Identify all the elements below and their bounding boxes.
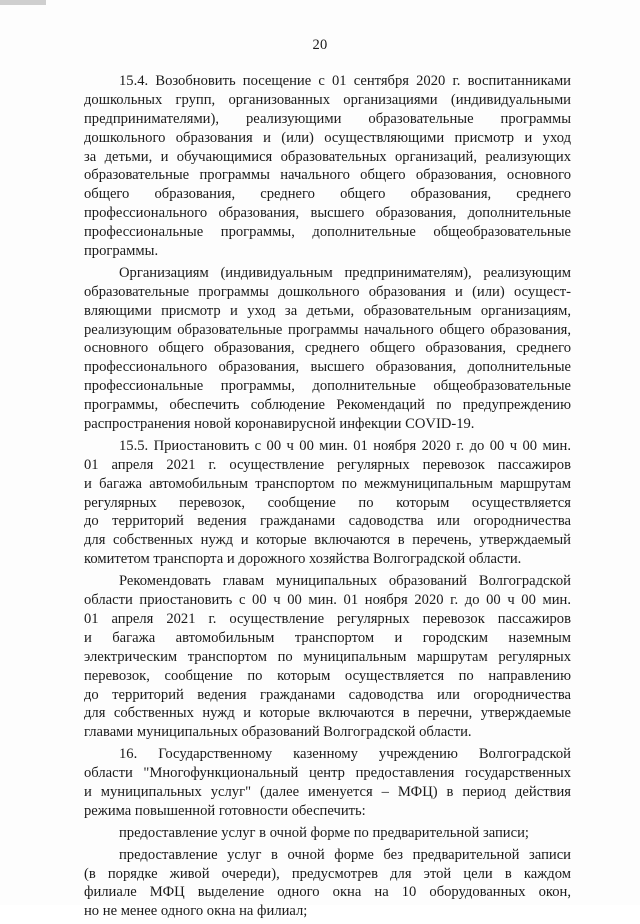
text-line: но не менее одного окна на филиал; xyxy=(84,903,308,920)
text-line: предоставление услуг в очной форме по предварительной записи; xyxy=(119,824,529,841)
text-line: основного общего образования, среднего общего образования, среднего xyxy=(84,340,571,357)
text-line: образовательные программы начального общего образования, основного xyxy=(84,167,571,184)
text-line: филиале МФЦ выделение одного окна на 10 оборудованных окон, xyxy=(84,884,571,901)
text-line: общего образования, среднего общего образования, среднего xyxy=(84,186,571,203)
paragraph xyxy=(84,437,571,569)
text-line: образовательные программы дошкольного образования и (или) осущест- xyxy=(84,283,571,300)
text-line: профессиональные программы, дополнительные общеобразовательные xyxy=(84,224,571,241)
text-line: для собственных нужд и которые включаются в перечень, утверждаемый xyxy=(84,532,571,549)
text-line: режима повышенной готовности обеспечить: xyxy=(84,802,366,819)
paragraph xyxy=(84,72,571,261)
text-line: предпринимателями), реализующими образовательные программы xyxy=(84,110,571,127)
text-line: электрическим транспортом по муниципальным маршрутам регулярных xyxy=(84,648,571,665)
text-line: до территорий ведения гражданами садоводства или огородничества xyxy=(84,513,571,530)
paragraph xyxy=(84,745,571,821)
text-line: и багажа автомобильным транспортом по межмуниципальным маршрутам xyxy=(84,475,571,492)
text-line: 15.5. Приостановить с 00 ч 00 мин. 01 ноября 2020 г. до 00 ч 00 мин. xyxy=(119,437,571,454)
text-line: распространения новой коронавирусной инфекции COVID-19. xyxy=(84,416,475,433)
text-line: и багажа автомобильным транспортом и городским наземным xyxy=(84,629,571,646)
paragraph xyxy=(84,572,571,742)
text-line: реализующим образовательные программы начального общего образования, xyxy=(84,321,571,338)
text-line: вляющими присмотр и уход за детьми, образовательным организациям, xyxy=(84,302,571,319)
text-line: области "Многофункциональный центр предоставления государственных xyxy=(84,765,571,782)
paragraph xyxy=(84,264,571,434)
scan-corner-mark xyxy=(0,0,46,5)
text-line: программы. xyxy=(84,243,159,260)
text-line: (в порядке живой очереди), предусмотрев для этой цели в каждом xyxy=(84,865,571,882)
text-line: области приостановить с 00 ч 00 мин. 01 ноября 2020 г. до 00 ч 00 мин. xyxy=(84,592,571,609)
text-line: и муниципальных услуг" (далее именуется – МФЦ) в период действия xyxy=(84,783,571,800)
text-line: программы, обеспечить соблюдение Рекомендаций по предупреждению xyxy=(84,397,571,414)
text-line: для собственных нужд и которые включаются в перечни, утверждаемые xyxy=(84,705,571,722)
text-line: комитетом транспорта и дорожного хозяйства Волгоградской области. xyxy=(84,551,522,568)
text-line: Организациям (индивидуальным предпринимателям), реализующим xyxy=(119,264,571,281)
page-number: 20 xyxy=(312,37,328,53)
text-line: главами муниципальных образований Волгоградской области. xyxy=(84,724,472,741)
text-line: регулярных перевозок, сообщение по которым осуществляется xyxy=(84,494,571,511)
text-line: за детьми, и обучающимися образовательных организаций, реализующих xyxy=(84,148,571,165)
text-line: профессионального образования, высшего образования, дополнительные xyxy=(84,205,571,222)
text-line: Рекомендовать главам муниципальных образований Волгоградской xyxy=(119,573,571,590)
document-body xyxy=(84,72,571,924)
text-line: 15.4. Возобновить посещение с 01 сентября 2020 г. воспитанниками xyxy=(119,73,571,89)
text-line: 16. Государственному казенному учреждению Волгоградской xyxy=(119,746,571,763)
text-line: предоставление услуг в очной форме без предварительной записи xyxy=(119,846,571,863)
text-line: 01 апреля 2021 г. осуществление регулярных перевозок пассажиров xyxy=(84,610,571,627)
text-line: 01 апреля 2021 г. осуществление регулярных перевозок пассажиров xyxy=(84,456,571,473)
text-line: дошкольного образования и (или) осуществляющими присмотр и уход xyxy=(84,129,571,146)
text-line: до территорий ведения гражданами садоводства или огородничества xyxy=(84,686,571,703)
text-line: перевозок, сообщение по которым осуществляется по направлению xyxy=(84,667,571,684)
text-line: профессиональные программы, дополнительные общеобразовательные xyxy=(84,378,571,395)
text-line: профессионального образования, высшего образования, дополнительные xyxy=(84,359,571,376)
paragraph xyxy=(84,824,571,843)
paragraph xyxy=(84,846,571,922)
text-line: дошкольных групп, организованных организациями (индивидуальными xyxy=(84,91,571,108)
